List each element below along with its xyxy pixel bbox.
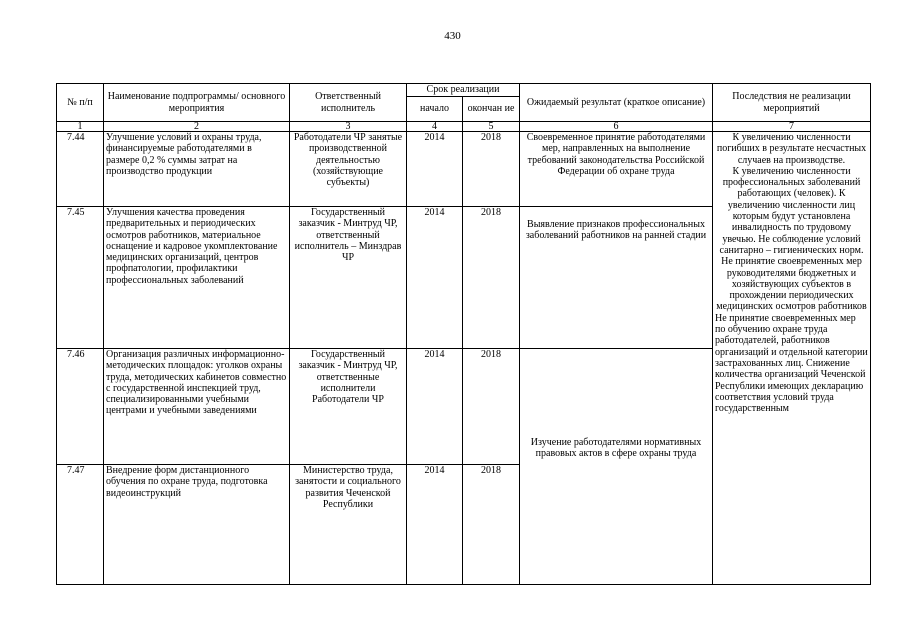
row-start: 2014 [407,207,463,349]
header-num: № п/п [57,84,104,122]
header-start: начало [407,97,463,122]
header-name: Наименование подпрограммы/ основного мероприятия [104,84,290,122]
row-consequences [713,132,871,585]
row-responsible: Государственный заказчик - Минтруд ЧР, ответственный исполнитель – Минздрав ЧР [290,207,407,349]
row-responsible: Работодатели ЧР занятые производственной деятельностью (хозяйствующие субъекты) [290,132,407,207]
row-name: Улучшения качества проведения предварительных и периодических осмотров работников, материальное оснащение и кадровое укомплектование медицинских организаций, центров профпатологии, профилактики профессиональных заболеваний [104,207,290,349]
row-result: Выявление признаков профессиональных заболеваний работников на ранней стадии [520,207,713,349]
column-number: 5 [463,122,520,132]
header-responsible: Ответственный исполнитель [290,84,407,122]
table-row [57,132,871,207]
column-number: 2 [104,122,290,132]
row-start: 2014 [407,465,463,585]
events-table [56,83,871,585]
row-end: 2018 [463,207,520,349]
row-number: 7.47 [57,465,104,585]
consequences-text-2: К увеличению численности профессиональных заболеваний работающих (человек). К увеличению численности лиц которым будут установлена инвалидность по трудовому увечью. Не соблюдение условий санитарно – гигиенических норм. Не принятие своевременных мер руководителями бюджетных и хозяйствующих субъектов в прохождении периодических медицинских осмотров работников [716,165,867,313]
row-number: 7.45 [57,207,104,349]
header-row-1 [57,84,871,97]
column-number: 1 [57,122,104,132]
row-name: Улучшение условий и охраны труда, финансируемые работодателями в размере 0,2 % суммы затрат на производство продукции [104,132,290,207]
column-number: 7 [713,122,871,132]
row-number: 7.44 [57,132,104,207]
row-number: 7.46 [57,349,104,465]
column-number: 4 [407,122,463,132]
column-number: 6 [520,122,713,132]
header-end: окончан ие [463,97,520,122]
page-number: 430 [444,30,461,42]
row-start: 2014 [407,349,463,465]
consequences-text-1: К увеличению численности погибших в результате несчастных случаев на производстве. [716,132,867,166]
header-consequences: Последствия не реализации мероприятий [713,84,871,122]
row-responsible: Министерство труда, занятости и социального развития Чеченской Республики [290,465,407,585]
row-end: 2018 [463,132,520,207]
column-number: 3 [290,122,407,132]
row-start: 2014 [407,132,463,207]
header-period: Срок реализации [407,84,520,97]
row-result-shared: Изучение работодателями нормативных правовых актов в сфере охраны труда [520,349,713,585]
row-responsible: Государственный заказчик - Минтруд ЧР, ответственные исполнители Работодатели ЧР [290,349,407,465]
row-name: Организация различных информационно-методических площадок: уголков охраны труда, методических кабинетов совместно с государственной инспекцией труд, специализированными учебными центрами и учебными заведениями [104,349,290,465]
row-end: 2018 [463,349,520,465]
header-result: Ожидаемый результат (краткое описание) [520,84,713,122]
row-result: Своевременное принятие работодателями мер, направленных на выполнение требований законодательства Российской Федерации об охране труда [520,132,713,207]
consequences-text-3: Не принятие своевременных мер по обучению охране труда работодателей, работников организаций и отдельной категории застрахованных лиц. Снижение количества организаций Чеченской Республики имеющих декларацию соответствия условий труда государственным [715,312,868,415]
row-end: 2018 [463,465,520,585]
column-number-row [57,122,871,132]
row-name: Внедрение форм дистанционного обучения по охране труда, подготовка видеоинструкций [104,465,290,585]
